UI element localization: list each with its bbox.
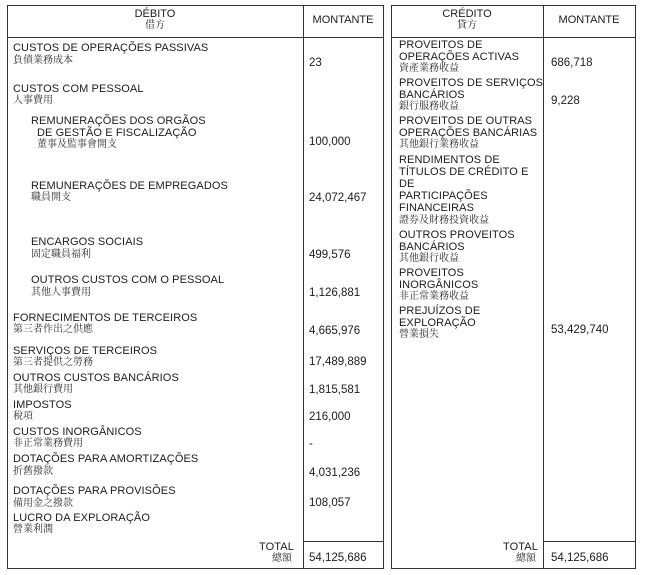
credit-proveitos-inorganicos-zh: 非正常業務收益	[399, 291, 469, 302]
credit-proveitos-servicos-bancarios-zh: 銀行服務收益	[399, 101, 459, 112]
credit-rendimentos-titulos-label-4: PARTICIPAÇÕES	[399, 190, 488, 202]
vline-left-edge	[7, 5, 8, 569]
header-debit-zh: 借方	[145, 20, 165, 31]
header-credit	[391, 8, 543, 32]
debit-encargos-sociais-label: ENCARGOS SOCIAIS	[31, 236, 144, 248]
debit-impostos-amount: 216,000	[309, 411, 351, 423]
debit-remuneracoes-orgaos-label-1: REMUNERAÇÕES DOS ORGÃOS	[31, 115, 206, 127]
header-debit-amount: MONTANTE	[312, 14, 374, 26]
credit-total-amount: 54,125,686	[551, 552, 609, 564]
debit-custos-inorganicos-amount: -	[309, 438, 313, 450]
credit-rendimentos-titulos-zh: 證券及財務投資收益	[399, 215, 489, 226]
debit-remuneracoes-empregados-label: REMUNERAÇÕES DE EMPREGADOS	[31, 180, 228, 192]
debit-outros-custos-bancarios-amount: 1,815,581	[309, 384, 361, 396]
debit-custos-pessoal-zh: 人事費用	[13, 95, 53, 106]
credit-outros-proveitos-bancarios-zh: 其他銀行收益	[399, 253, 459, 264]
debit-total-label: TOTAL	[259, 541, 294, 553]
debit-dotacoes-amortizacoes-label: DOTAÇÕES PARA AMORTIZAÇÕES	[13, 453, 199, 465]
header-debit-pt: DÉBITO	[134, 8, 176, 20]
debit-remuneracoes-orgaos-zh: 董事及監事會開支	[37, 139, 117, 150]
credit-proveitos-servicos-bancarios-amount: 9,228	[551, 95, 580, 107]
total-rule-left	[303, 541, 383, 542]
vline-credit-amount	[543, 5, 544, 569]
debit-impostos-zh: 稅項	[13, 411, 33, 422]
credit-rendimentos-titulos-label-1: RENDIMENTOS DE	[399, 154, 500, 166]
credit-proveitos-servicos-bancarios-label-1: PROVEITOS DE SERVIÇOS	[399, 77, 544, 89]
debit-encargos-sociais-amount: 499,576	[309, 249, 351, 261]
credit-proveitos-operacoes-activas-zh: 資產業務收益	[399, 63, 459, 74]
debit-remuneracoes-empregados-zh: 職員開支	[31, 192, 71, 203]
debit-remuneracoes-orgaos-label-2: DE GESTÃO E FISCALIZAÇÃO	[37, 127, 197, 139]
debit-remuneracoes-orgaos-amount: 100,000	[309, 136, 351, 148]
debit-dotacoes-provisoes-amount: 108,057	[309, 497, 351, 509]
vline-debit-right	[383, 5, 384, 569]
credit-outros-proveitos-bancarios-label-1: OUTROS PROVEITOS	[399, 229, 515, 241]
credit-proveitos-inorganicos-label-1: PROVEITOS	[399, 267, 464, 279]
debit-fornecimentos-terceiros-amount: 4,665,976	[309, 325, 361, 337]
credit-total-zh: 總額	[516, 553, 536, 564]
debit-impostos-label: IMPOSTOS	[13, 399, 72, 411]
header-rule-right	[391, 37, 636, 38]
credit-proveitos-operacoes-activas-label-2: OPERAÇÕES ACTIVAS	[399, 51, 520, 63]
frame-bottom-right	[391, 568, 636, 569]
credit-outros-proveitos-bancarios-label-2: BANCÁRIOS	[399, 241, 465, 253]
vline-right-edge	[635, 5, 636, 569]
debit-dotacoes-provisoes-zh: 備用金之撥款	[13, 498, 73, 509]
header-credit-zh: 貸方	[457, 20, 477, 31]
credit-rendimentos-titulos-label-3: DE	[399, 178, 415, 190]
debit-dotacoes-provisoes-label: DOTAÇÕES PARA PROVISÕES	[13, 485, 176, 497]
debit-total-amount: 54,125,686	[309, 552, 367, 564]
credit-prejuizos-exploracao-zh: 營業損失	[399, 329, 439, 340]
frame-top-left	[7, 5, 383, 6]
header-credit-pt: CRÉDITO	[442, 8, 492, 20]
header-rule-left	[7, 37, 383, 38]
credit-prejuizos-exploracao-amount: 53,429,740	[551, 324, 609, 336]
debit-encargos-sociais-zh: 固定職員福利	[31, 249, 91, 260]
frame-top-right	[391, 5, 636, 6]
credit-proveitos-operacoes-activas-label-1: PROVEITOS DE	[399, 39, 483, 51]
header-credit-amount: MONTANTE	[558, 14, 620, 26]
credit-rendimentos-titulos-label-2: TÍTULOS DE CRÉDITO E	[399, 166, 529, 178]
debit-custos-inorganicos-zh: 非正常業務費用	[13, 438, 83, 449]
debit-remuneracoes-empregados-amount: 24,072,467	[309, 192, 367, 204]
credit-proveitos-operacoes-activas-amount: 686,718	[551, 57, 593, 69]
debit-lucro-exploracao-label: LUCRO DA EXPLORAÇÃO	[13, 512, 150, 524]
credit-proveitos-servicos-bancarios-label-2: BANCÁRIOS	[399, 89, 465, 101]
debit-outros-custos-pessoal-amount: 1,126,881	[309, 287, 361, 299]
debit-dotacoes-amortizacoes-zh: 折舊撥款	[13, 466, 53, 477]
vline-credit-left	[391, 5, 392, 569]
debit-custos-operacoes-passivas-label: CUSTOS DE OPERAÇÕES PASSIVAS	[13, 42, 209, 54]
credit-prejuizos-exploracao-label-2: EXPLORAÇÃO	[399, 317, 476, 329]
frame-bottom-left	[7, 568, 383, 569]
header-debit	[7, 8, 303, 32]
vline-debit-amount	[303, 5, 304, 569]
debit-custos-operacoes-passivas-amount: 23	[309, 57, 322, 69]
debit-custos-pessoal-label: CUSTOS COM PESSOAL	[13, 83, 144, 95]
debit-total-zh: 總額	[272, 553, 292, 564]
debit-outros-custos-pessoal-zh: 其他人事費用	[31, 287, 91, 298]
debit-outros-custos-pessoal-label: OUTROS CUSTOS COM O PESSOAL	[31, 274, 225, 286]
debit-outros-custos-bancarios-zh: 其他銀行費用	[13, 384, 73, 395]
credit-total-label: TOTAL	[503, 541, 538, 553]
total-rule-right	[543, 541, 636, 542]
credit-proveitos-outras-operacoes-label-1: PROVEITOS DE OUTRAS	[399, 115, 533, 127]
debit-lucro-exploracao-zh: 營業利潤	[13, 524, 53, 535]
debit-custos-inorganicos-label: CUSTOS INORGÂNICOS	[13, 426, 142, 438]
debit-dotacoes-amortizacoes-amount: 4,031,236	[309, 467, 361, 479]
debit-custos-operacoes-passivas-zh: 負債業務成本	[13, 55, 73, 66]
debit-servicos-terceiros-amount: 17,489,889	[309, 356, 367, 368]
debit-fornecimentos-terceiros-label: FORNECIMENTOS DE TERCEIROS	[13, 312, 198, 324]
debit-servicos-terceiros-label: SERVIÇOS DE TERCEIROS	[13, 345, 158, 357]
credit-proveitos-outras-operacoes-zh: 其他銀行業務收益	[399, 139, 479, 150]
credit-rendimentos-titulos-label-5: FINANCEIRAS	[399, 202, 475, 214]
credit-proveitos-outras-operacoes-label-2: OPERAÇÕES BANCÁRIAS	[399, 127, 538, 139]
debit-fornecimentos-terceiros-zh: 第三者作出之供應	[13, 324, 93, 335]
debit-outros-custos-bancarios-label: OUTROS CUSTOS BANCÁRIOS	[13, 372, 179, 384]
credit-prejuizos-exploracao-label-1: PREJUÍZOS DE	[399, 305, 481, 317]
debit-servicos-terceiros-zh: 第三者提供之勞務	[13, 357, 93, 368]
credit-proveitos-inorganicos-label-2: INORGÂNICOS	[399, 279, 479, 291]
